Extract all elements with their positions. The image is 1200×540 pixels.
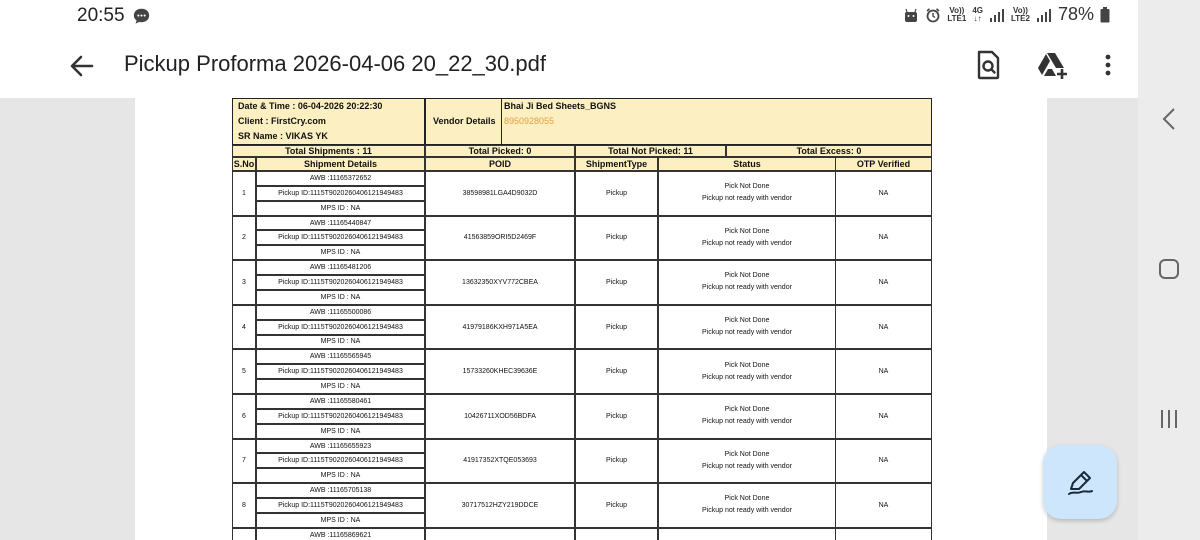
status-bar [0,0,1138,34]
sim2-label: Vo)) LTE2 [1011,5,1030,23]
row-sno [232,528,256,540]
row-pickup-id: Pickup ID:1115T9020260406121949483 [256,364,425,379]
recents-icon [1158,408,1180,430]
row-awb: AWB :11165440847 [256,216,425,231]
sim1-label: Vo)) LTE1 [947,5,967,23]
row-poid: 10426711XOD56BDFA [425,394,575,439]
signal-icon [989,8,1005,22]
row-status-main: Pick Not Done [724,450,770,458]
row-pickup-id: Pickup ID:1115T9020260406121949483 [256,409,425,424]
battery-icon [1100,7,1110,23]
total-shipments: Total Shipments : 11 [232,145,425,157]
row-shipment-type [575,528,658,540]
pdf-page[interactable] [135,98,1047,540]
row-status-reason: Pickup not ready with vendor [702,418,792,426]
row-status-main: Pick Not Done [724,272,770,280]
row-poid: 38598981LGA4D9032D [425,171,575,216]
row-status-reason: Pickup not ready with vendor [702,507,792,515]
row-mps-id: MPS ID : NA [256,379,425,394]
arrow-left-icon[interactable] [68,52,96,80]
row-otp-verified: NA [835,216,932,261]
android-icon [903,7,919,23]
row-poid: 13632350XYV772CBEA [425,260,575,305]
pickup-info-box: Date & Time : 06-04-2026 20:22:30 Client : FirstCry.com SR Name : VIKAS YK [232,98,425,145]
row-status [658,216,836,261]
column-header: OTP Verified [835,157,932,171]
row-awb: AWB :11165372652 [256,171,425,186]
row-poid: 30717512HZY219DDCE [425,483,575,528]
row-sno: 8 [232,483,256,528]
row-status [658,171,836,216]
document-search-icon [976,50,1002,80]
row-status [658,394,836,439]
total-excess: Total Excess: 0 [726,145,932,157]
row-shipment-type: Pickup [575,216,658,261]
vendor-label-cell: Vendor Details [425,98,502,145]
status-indicators [903,4,1110,25]
vendor-details-cell: Bhai Ji Bed Sheets_BGNS 8950928055 [501,98,932,145]
row-poid: 41563859ORI5D2469F [425,216,575,261]
row-otp-verified: NA [835,171,932,216]
row-shipment-type: Pickup [575,305,658,350]
row-sno: 7 [232,439,256,484]
battery-percent: 78% [1057,4,1094,24]
row-pickup-id: Pickup ID:1115T9020260406121949483 [256,186,425,201]
total-not-picked: Total Not Picked: 11 [575,145,726,157]
row-mps-id: MPS ID : NA [256,290,425,305]
row-shipment-type: Pickup [575,260,658,305]
row-awb: AWB :11165565945 [256,349,425,364]
row-poid: 41979186KXH971A5EA [425,305,575,350]
row-pickup-id: Pickup ID:1115T9020260406121949483 [256,453,425,468]
row-awb: AWB :11165869621 [256,528,425,540]
row-status [658,483,836,528]
column-header: Status [658,157,836,171]
row-pickup-id: Pickup ID:1115T9020260406121949483 [256,498,425,513]
save-to-drive-button[interactable] [1036,48,1070,82]
column-header: Shipment Details [256,157,425,171]
row-awb: AWB :11165655923 [256,439,425,454]
row-status-reason: Pickup not ready with vendor [702,284,792,292]
row-status-main: Pick Not Done [724,406,770,414]
row-sno: 6 [232,394,256,439]
pen-edit-icon [1065,467,1095,497]
row-shipment-type: Pickup [575,483,658,528]
home-square-icon [1158,258,1180,280]
row-pickup-id: Pickup ID:1115T9020260406121949483 [256,275,425,290]
row-mps-id: MPS ID : NA [256,468,425,483]
nav-recents-button[interactable] [1156,406,1182,432]
search-in-document-button[interactable] [972,48,1006,82]
row-shipment-type: Pickup [575,349,658,394]
nav-home-button[interactable] [1156,256,1182,282]
row-shipment-type: Pickup [575,171,658,216]
row-status-main: Pick Not Done [724,361,770,369]
row-status-main: Pick Not Done [724,227,770,235]
row-mps-id: MPS ID : NA [256,335,425,350]
row-otp-verified: NA [835,305,932,350]
navigation-bar [1138,0,1200,540]
row-otp-verified: NA [835,260,932,305]
status-time: 20:55 [77,5,125,26]
row-otp-verified [835,528,932,540]
row-awb: AWB :11165500086 [256,305,425,320]
column-header: S.No [233,159,255,169]
nav-back-button[interactable] [1156,106,1182,132]
row-shipment-type: Pickup [575,394,658,439]
row-status [658,260,836,305]
row-otp-verified: NA [835,349,932,394]
signal-icon [1036,8,1052,22]
row-status [658,439,836,484]
network-type: 4G ↓↑ [972,5,983,23]
row-sno: 3 [232,260,256,305]
row-poid [425,528,575,540]
row-status [658,305,836,350]
row-mps-id: MPS ID : NA [256,513,425,528]
row-pickup-id: Pickup ID:1115T9020260406121949483 [256,230,425,245]
row-status [658,528,836,540]
row-otp-verified: NA [835,483,932,528]
row-status-main: Pick Not Done [724,183,770,191]
row-mps-id: MPS ID : NA [256,245,425,260]
file-title: Pickup Proforma 2026-04-06 20_22_30.pdf [124,51,546,76]
more-options-button[interactable] [1091,48,1125,82]
row-shipment-type: Pickup [575,439,658,484]
row-sno: 5 [232,349,256,394]
chevron-left-icon [1162,107,1176,131]
row-status-main: Pick Not Done [724,495,770,503]
row-status-reason: Pickup not ready with vendor [702,462,792,470]
row-status-reason: Pickup not ready with vendor [702,239,792,247]
row-poid: 15733260KHEC39636E [425,349,575,394]
column-header: ShipmentType [575,157,658,171]
row-status [658,349,836,394]
row-status-reason: Pickup not ready with vendor [702,373,792,381]
row-mps-id: MPS ID : NA [256,201,425,216]
more-vert-icon [1105,54,1111,76]
column-header: POID [425,157,575,171]
annotate-fab-button[interactable] [1043,445,1117,519]
row-otp-verified: NA [835,439,932,484]
row-awb: AWB :11165580461 [256,394,425,409]
row-pickup-id: Pickup ID:1115T9020260406121949483 [256,320,425,335]
row-status-reason: Pickup not ready with vendor [702,329,792,337]
row-sno: 2 [232,216,256,261]
app-bar [0,34,1138,98]
row-status-main: Pick Not Done [724,317,770,325]
row-awb: AWB :11165481206 [256,260,425,275]
total-picked: Total Picked: 0 [425,145,575,157]
row-awb: AWB :11165705138 [256,483,425,498]
row-status-reason: Pickup not ready with vendor [702,195,792,203]
row-sno: 4 [232,305,256,350]
message-icon [132,7,151,25]
row-poid: 41917352XTQE053693 [425,439,575,484]
alarm-icon [925,7,941,23]
drive-add-icon [1037,51,1069,79]
row-otp-verified: NA [835,394,932,439]
row-mps-id: MPS ID : NA [256,424,425,439]
row-sno: 1 [232,171,256,216]
